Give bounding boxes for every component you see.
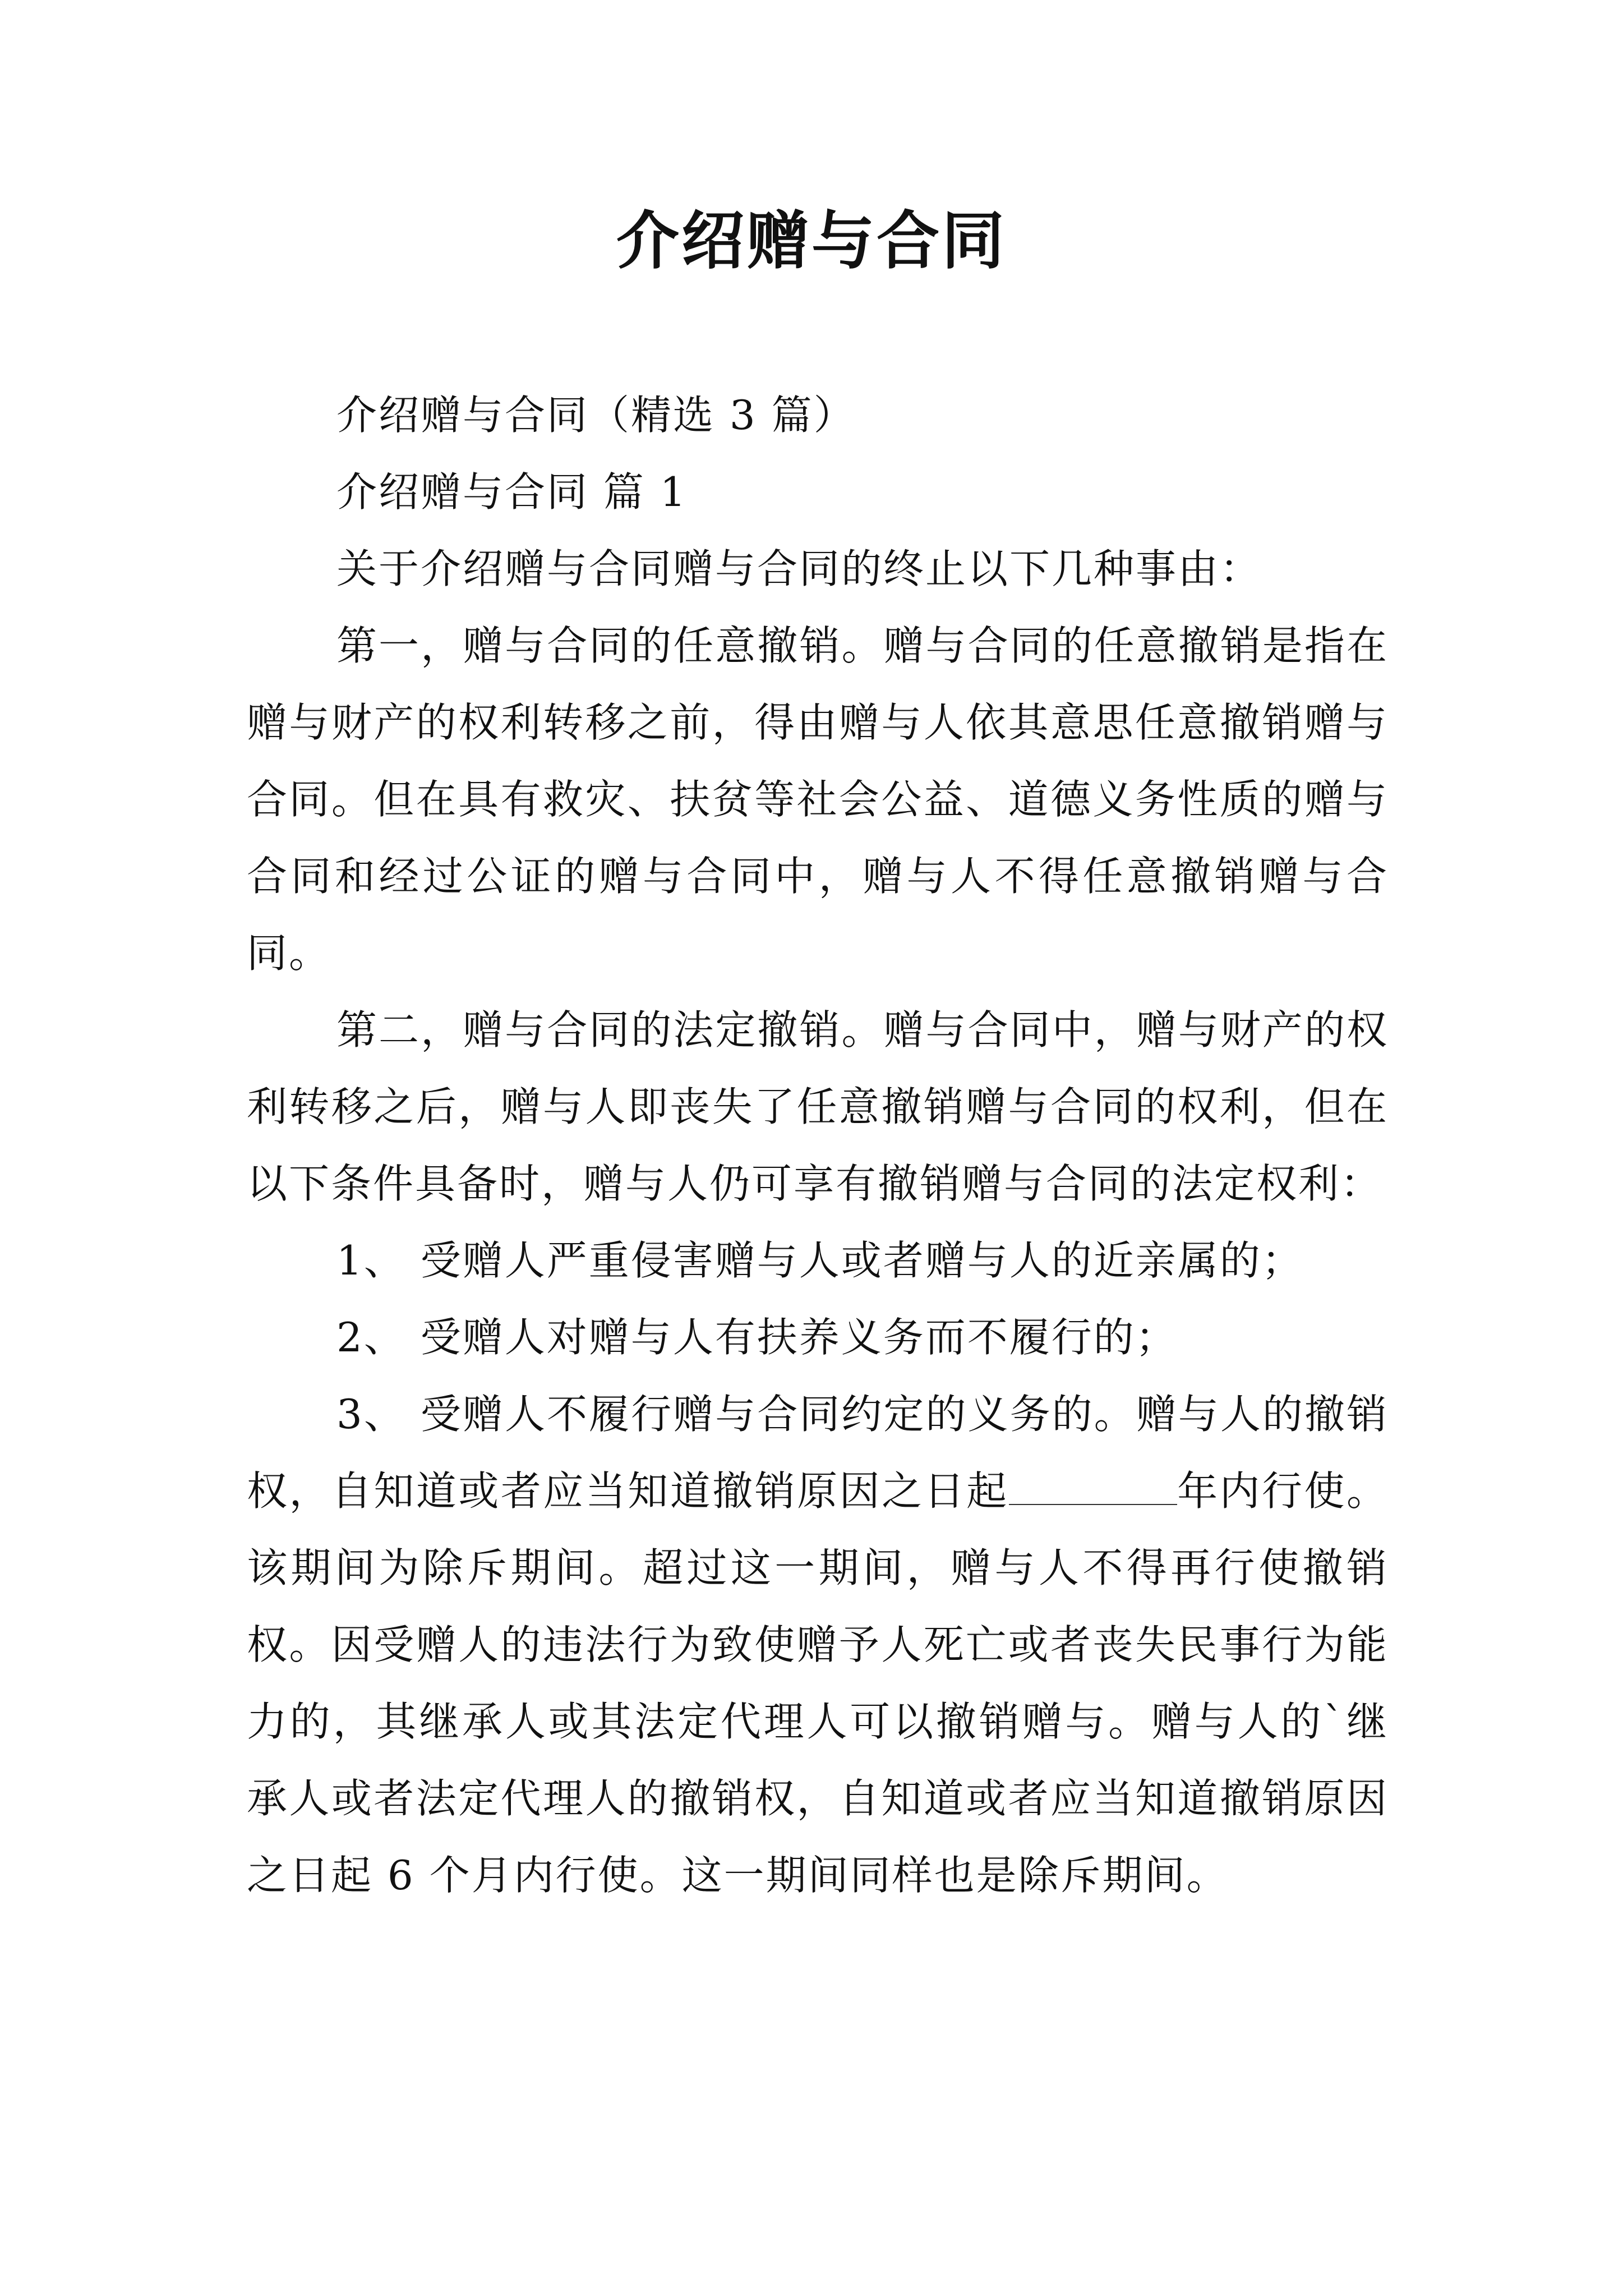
document-body (247, 377, 1389, 1914)
condition-item-3-text-start: 3、 受赠人不履行赠与合同约定的义务的。赠与人的撤销权，自知道或者应当知道撤销原因之日起 (247, 1391, 1389, 1515)
fill-in-blank (1009, 1469, 1177, 1505)
condition-item-3 (247, 1376, 1389, 1914)
condition-item-1: 1、 受赠人严重侵害赠与人或者赠与人的近亲属的； (336, 1237, 1304, 1284)
condition-item-2: 2、 受赠人对赠与人有扶养义务而不履行的； (336, 1314, 1178, 1361)
subtitle-paragraph: 介绍赠与合同（精选 3 篇） (336, 392, 856, 439)
intro-paragraph: 关于介绍赠与合同赠与合同的终止以下几种事由： (336, 545, 1262, 592)
section-heading: 介绍赠与合同 篇 1 (336, 468, 688, 516)
document-title: 介绍赠与合同 (616, 204, 1007, 278)
first-clause-paragraph: 第一，赠与合同的任意撤销。赠与合同的任意撤销是指在赠与财产的权利转移之前，得由赠与人依其意思任意撤销赠与合同。但在具有救灾、扶贫等社会公益、道德义务性质的赠与合同和经过公证的赠与合同中，赠与人不得任意撤销赠与合同。 (247, 622, 1389, 977)
condition-item-3-text-end: 年内行使。该期间为除斥期间。超过这一期间，赠与人不得再行使撤销权。因受赠人的违法行为致使赠予人死亡或者丧失民事行为能力的，其继承人或其法定代理人可以撤销赠与。赠与人的`继承人或者法定代理人的撤销权，自知道或者应当知道撤销原因之日起 6 个月内行使。这一期间同样也是除斥期间。 (247, 1467, 1389, 1899)
second-clause-paragraph: 第二，赠与合同的法定撤销。赠与合同中，赠与财产的权利转移之后，赠与人即丧失了任意撤销赠与合同的权利，但在以下条件具备时，赠与人仍可享有撤销赠与合同的法定权利： (247, 1006, 1389, 1207)
